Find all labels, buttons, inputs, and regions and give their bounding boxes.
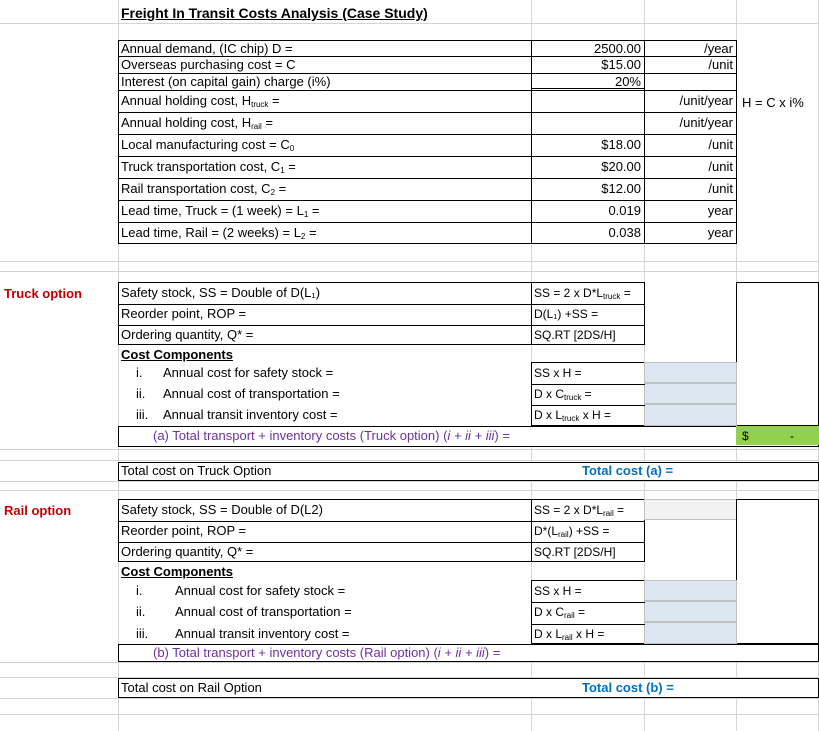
row-line	[118, 304, 645, 305]
truck-cost-components: Cost Components	[121, 347, 233, 362]
param-row-line	[118, 222, 737, 223]
param-label: Annual demand, (IC chip) D =	[121, 41, 293, 56]
param-unit: year	[707, 203, 733, 218]
rail-transit-cost-cell[interactable]	[644, 622, 737, 644]
rail-result-box	[736, 499, 819, 644]
param-label: Truck transportation cost, $C_1$ =	[121, 159, 296, 175]
param-label: Rail transportation cost, $C_2$ =	[121, 181, 287, 197]
param-label: Local manufacturing $\cos t = C_0$	[121, 137, 295, 153]
param-label: Annual holding cost, $H_{rail}$ =	[121, 115, 273, 131]
rail-component-formula: D x $C_{rail}$ =	[534, 605, 586, 620]
rail-component-formula: SS x H =	[534, 584, 582, 598]
truck-component-label: Annual cost of transportation =	[163, 386, 340, 401]
param-unit: /unit	[708, 137, 733, 152]
rail-row-formula: $D*(L_{rail}) +SS$ =	[534, 524, 610, 539]
rail-option-label: Rail option	[4, 503, 72, 518]
truck-row-label: Ordering quantity, Q* =	[121, 327, 254, 342]
rail-component-formula: D x $L_{rail}$ x H =	[534, 627, 605, 642]
truck-transit-cost-cell[interactable]	[644, 404, 737, 426]
param-row-line	[118, 178, 737, 179]
rail-total-formula: (b) Total transport + inventory costs (Rail option) (i + ii + iii) =	[153, 645, 501, 660]
param-label: Interest (on capital gain) charge (i%)	[121, 74, 331, 89]
param-value[interactable]: $15.00	[601, 57, 641, 72]
truck-row-label: Reorder point, ROP =	[121, 306, 247, 321]
param-row-line	[118, 156, 737, 157]
rail-component-num: iii.	[136, 626, 149, 641]
param-value[interactable]: 0.038	[608, 225, 641, 240]
param-unit: /unit	[708, 57, 733, 72]
truck-dollar: $	[742, 429, 749, 443]
param-label: Annual holding cost, $H_{truck}$ =	[121, 93, 280, 109]
rail-transport-cost-cell[interactable]	[644, 601, 737, 622]
rail-component-num: i.	[136, 583, 143, 598]
row-line	[118, 542, 645, 543]
param-value[interactable]: $18.00	[601, 137, 641, 152]
holding-formula: H = C x i%	[742, 95, 804, 110]
truck-total-label: Total cost on Truck Option	[121, 463, 272, 478]
param-unit: /year	[704, 41, 733, 56]
param-value[interactable]: 2500.00	[594, 41, 641, 56]
sheet-title: Freight In Transit Costs Analysis (Case Study)	[121, 5, 428, 21]
truck-total-cost-label: Total cost (a) =	[582, 463, 674, 478]
rail-row-formula: SS = 2 x $D*L_{rail}$ =	[534, 503, 625, 518]
truck-transport-cost-cell[interactable]	[644, 383, 737, 404]
param-value[interactable]: $12.00	[601, 181, 641, 196]
comp-line	[531, 384, 645, 385]
row-line	[118, 521, 645, 522]
param-label: Lead time, Rail = (2 weeks) = $L_2$ =	[121, 225, 317, 241]
truck-total-formula: (a) Total transport + inventory costs (Truck option) (i + ii + iii) =	[153, 428, 510, 443]
rail-row-label: Reorder point, ROP =	[121, 523, 247, 538]
param-row-line	[118, 200, 737, 201]
truck-component-num: ii.	[136, 386, 146, 401]
rail-total-cost-label: Total cost (b) =	[582, 680, 674, 695]
rail-row-label: Safety stock, SS = Double of D(L2)	[121, 502, 323, 517]
param-unit: /unit	[708, 181, 733, 196]
rail-total-label: Total cost on Rail Option	[121, 680, 262, 695]
row-line	[118, 325, 645, 326]
rail-component-label: Annual transit inventory cost =	[175, 626, 350, 641]
param-row-line	[118, 73, 737, 74]
param-label: Lead time, Truck = (1 week) = $L_1$ =	[121, 203, 320, 219]
rail-row-formula: SQ.RT [2DS/H]	[534, 545, 616, 559]
param-label: Overseas purchasing cost = C	[121, 57, 296, 72]
param-unit: /unit/year	[679, 93, 733, 108]
rail-cost-components: Cost Components	[121, 564, 233, 579]
param-row-line	[118, 134, 737, 135]
truck-component-formula: D x $C_{truck}$ =	[534, 387, 592, 402]
truck-result-box	[736, 282, 819, 426]
rail-component-label: Annual cost of transportation =	[175, 604, 352, 619]
rail-component-label: Annual cost for safety stock =	[175, 583, 346, 598]
truck-component-formula: SS x H =	[534, 366, 582, 380]
param-unit: /unit	[708, 159, 733, 174]
comp-line	[531, 405, 645, 406]
truck-component-label: Annual transit inventory cost =	[163, 407, 338, 422]
truck-component-formula: D x $L_{truck}$ x H =	[534, 408, 612, 423]
param-unit: /unit/year	[679, 115, 733, 130]
param-row-line	[118, 112, 737, 113]
rail-component-num: ii.	[136, 604, 146, 619]
param-value[interactable]: $20.00	[601, 159, 641, 174]
truck-row-formula: SS = 2 x $D*L_{truck}$ =	[534, 286, 631, 301]
rail-ss-cost-cell[interactable]	[644, 580, 737, 601]
truck-option-label: Truck option	[4, 286, 82, 301]
truck-ss-cost-cell[interactable]	[644, 362, 737, 383]
param-unit: year	[707, 225, 733, 240]
truck-row-label: Safety stock, SS = Double of D(L₁)	[121, 285, 321, 300]
truck-row-formula: SQ.RT [2DS/H]	[534, 328, 616, 342]
rail-row-label: Ordering quantity, Q* =	[121, 544, 254, 559]
param-value[interactable]: 0.019	[608, 203, 641, 218]
truck-dash: -	[790, 429, 794, 443]
truck-component-num: iii.	[136, 407, 149, 422]
param-row-line	[118, 90, 737, 91]
comp-line	[531, 624, 645, 625]
comp-line	[531, 602, 645, 603]
rail-ss-cell[interactable]	[644, 499, 737, 520]
param-row-line	[118, 56, 737, 57]
param-value[interactable]: 20%	[614, 74, 641, 89]
truck-component-num: i.	[136, 365, 143, 380]
truck-component-label: Annual cost for safety stock =	[163, 365, 334, 380]
truck-row-formula: D(L₁) +SS =	[534, 307, 599, 321]
